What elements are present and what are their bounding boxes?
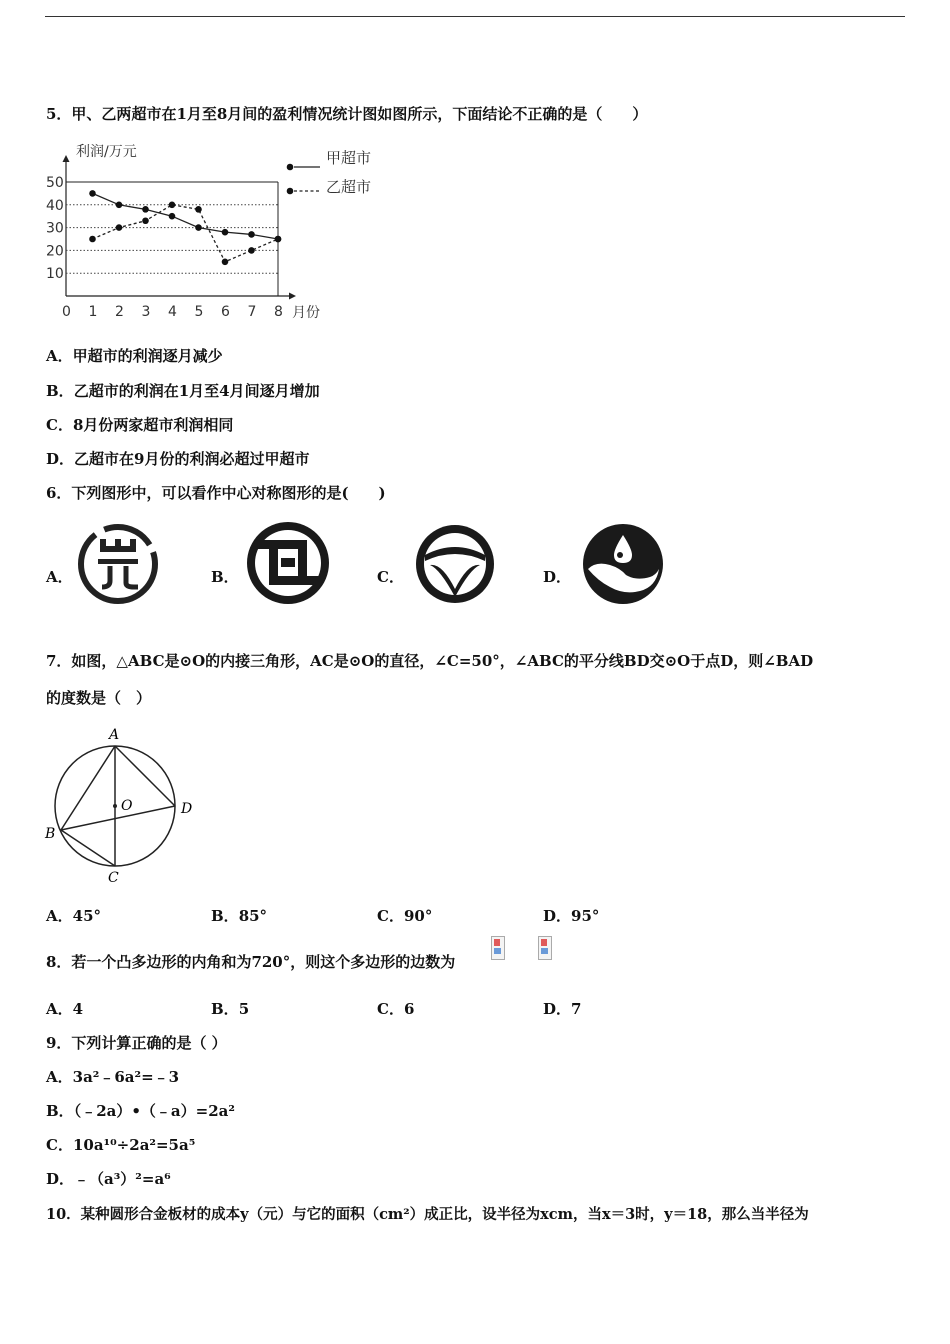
- data-point: [222, 229, 229, 236]
- q7-option-c: [377, 905, 432, 926]
- q5-option-d: [46, 448, 309, 469]
- option-label: D．: [543, 1000, 572, 1018]
- option-label: C．: [377, 1000, 404, 1018]
- option-label: C．: [46, 416, 73, 434]
- y-axis-arrow: [63, 155, 70, 162]
- option-text: 7: [571, 1000, 582, 1018]
- segment-ad: [115, 746, 175, 806]
- option-label: B．: [46, 382, 74, 400]
- label-c: C: [108, 870, 119, 886]
- q5-option-b: [46, 380, 320, 401]
- q6-stem: 6．下列图形中，可以看作中心对称图形的是( ): [46, 484, 386, 502]
- x-tick-label: 8: [274, 304, 283, 320]
- q5-option-a: [46, 345, 223, 366]
- circular-emblem-a-icon: [76, 521, 160, 607]
- x-tick-label: 2: [115, 304, 124, 320]
- circular-emblem-b-icon: [243, 518, 333, 608]
- y-tick-label: 20: [46, 243, 64, 260]
- option-text: 45°: [72, 907, 102, 925]
- label-a: A: [109, 727, 120, 743]
- data-point: [195, 224, 202, 231]
- option-text: 95°: [571, 907, 600, 925]
- x-tick-label: 0: [62, 304, 71, 320]
- circular-emblem-d-icon: [580, 521, 666, 607]
- header-rule: [45, 16, 905, 17]
- y-tick-label: 50: [46, 175, 64, 191]
- x-tick-label: 1: [88, 304, 98, 320]
- q6-option-b-label: B．: [211, 568, 239, 586]
- option-text: 乙超市的利润在1月至4月间逐月增加: [73, 382, 320, 400]
- legend-label: 甲超市: [326, 149, 372, 167]
- legend-marker: [287, 164, 294, 171]
- option-label: B．: [211, 1000, 239, 1018]
- data-point: [116, 224, 123, 231]
- segment-bd: [61, 806, 175, 830]
- option-text: （﹣2a）•（﹣a）=2a²: [73, 1102, 235, 1120]
- data-point: [195, 206, 202, 213]
- q9-option-c: [46, 1134, 195, 1155]
- option-label: A．: [46, 907, 73, 925]
- data-point: [116, 202, 123, 209]
- legend-marker: [287, 188, 294, 195]
- q8-option-c: [377, 998, 414, 1019]
- broken-image-icon: [538, 936, 552, 960]
- q8-option-d: [543, 998, 581, 1019]
- y-tick-label: 10: [46, 266, 64, 283]
- q7-stem-line-1: 7．如图，△ABC是⊙O的内接三角形，AC是⊙O的直径，∠C=50°，∠ABC的平分线BD交⊙O于点D，则∠BAD: [46, 652, 814, 670]
- data-point: [248, 247, 255, 254]
- option-label: A．: [46, 347, 73, 365]
- data-point: [275, 236, 282, 243]
- option-label: C．: [46, 1136, 73, 1154]
- y-tick-label: 30: [46, 220, 64, 237]
- option-label: D．: [46, 450, 75, 468]
- circular-emblem-c-icon: [412, 521, 498, 607]
- label-o: O: [121, 798, 133, 814]
- option-label: B．: [211, 907, 239, 925]
- q8-option-b: [211, 998, 249, 1019]
- profit-line-chart: [40, 138, 400, 328]
- option-text: ﹣（a³）²=a⁶: [74, 1170, 171, 1188]
- option-label: B．: [46, 1102, 74, 1120]
- data-point: [89, 236, 96, 243]
- q9-option-a: [46, 1066, 179, 1087]
- option-label: A．: [46, 1068, 73, 1086]
- x-tick-label: 6: [221, 304, 230, 320]
- q6-option-d-label: D．: [543, 568, 572, 586]
- data-point: [248, 231, 255, 238]
- x-tick-label: 4: [168, 304, 177, 320]
- broken-image-icon: [491, 936, 505, 960]
- y-axis-title: 利润/万元: [76, 144, 137, 160]
- segment-ab: [61, 746, 115, 830]
- q9-stem: 9．下列计算正确的是（ ）: [46, 1034, 227, 1052]
- x-tick-label: 5: [194, 304, 204, 320]
- q10-stem: 10．某种圆形合金板材的成本y（元）与它的面积（cm²）成正比，设半径为xcm，当x＝3时，y＝18，那么当半径为: [46, 1206, 809, 1223]
- x-axis-title: 月份: [292, 305, 320, 321]
- segment-bc: [61, 830, 115, 866]
- option-text: 90°: [403, 907, 433, 925]
- option-text: 5: [238, 1000, 250, 1018]
- data-point: [142, 206, 149, 213]
- option-label: D．: [543, 907, 572, 925]
- legend-label: 乙超市: [326, 178, 372, 196]
- circle-triangle-figure: [40, 722, 210, 892]
- data-point: [222, 259, 229, 266]
- data-point: [169, 213, 176, 220]
- q9-option-d: [46, 1168, 171, 1189]
- label-d: D: [181, 801, 193, 817]
- q7-stem-line-2: 的度数是（ ）: [46, 689, 152, 707]
- q6-option-c-label: C．: [377, 568, 404, 586]
- option-text: 甲超市的利润逐月减少: [72, 347, 223, 365]
- q7-option-b: [211, 905, 267, 926]
- q8-stem: 8．若一个凸多边形的内角和为720°，则这个多边形的边数为: [46, 953, 456, 971]
- option-label: C．: [377, 907, 404, 925]
- data-point: [89, 190, 96, 197]
- option-text: 8月份两家超市利润相同: [72, 416, 234, 434]
- x-axis-arrow: [289, 293, 296, 300]
- q6-option-a-label: A．: [46, 568, 73, 586]
- option-label: D．: [46, 1170, 75, 1188]
- data-point: [169, 202, 176, 209]
- y-tick-label: 40: [46, 197, 64, 214]
- q9-option-b: [46, 1100, 235, 1121]
- q7-option-d: [543, 905, 599, 926]
- x-tick-label: 3: [141, 304, 151, 320]
- x-tick-label: 7: [247, 304, 257, 320]
- q7-option-a: [46, 905, 101, 926]
- option-text: 85°: [238, 907, 268, 925]
- q8-option-a: [46, 998, 83, 1019]
- option-text: 乙超市在9月份的利润必超过甲超市: [74, 450, 310, 468]
- option-text: 6: [403, 1000, 415, 1018]
- q5-stem: 5．甲、乙两超市在1月至8月间的盈利情况统计图如图所示，下面结论不正确的是（ ）: [46, 105, 648, 123]
- q5-option-c: [46, 414, 233, 435]
- label-b: B: [45, 826, 56, 842]
- option-label: A．: [46, 1000, 73, 1018]
- center-dot: [113, 804, 117, 808]
- option-text: 4: [72, 1000, 84, 1018]
- option-text: 3a²﹣6a²=﹣3: [72, 1068, 180, 1086]
- data-point: [142, 217, 149, 224]
- option-text: 10a¹⁰÷2a²=5a⁵: [72, 1136, 196, 1154]
